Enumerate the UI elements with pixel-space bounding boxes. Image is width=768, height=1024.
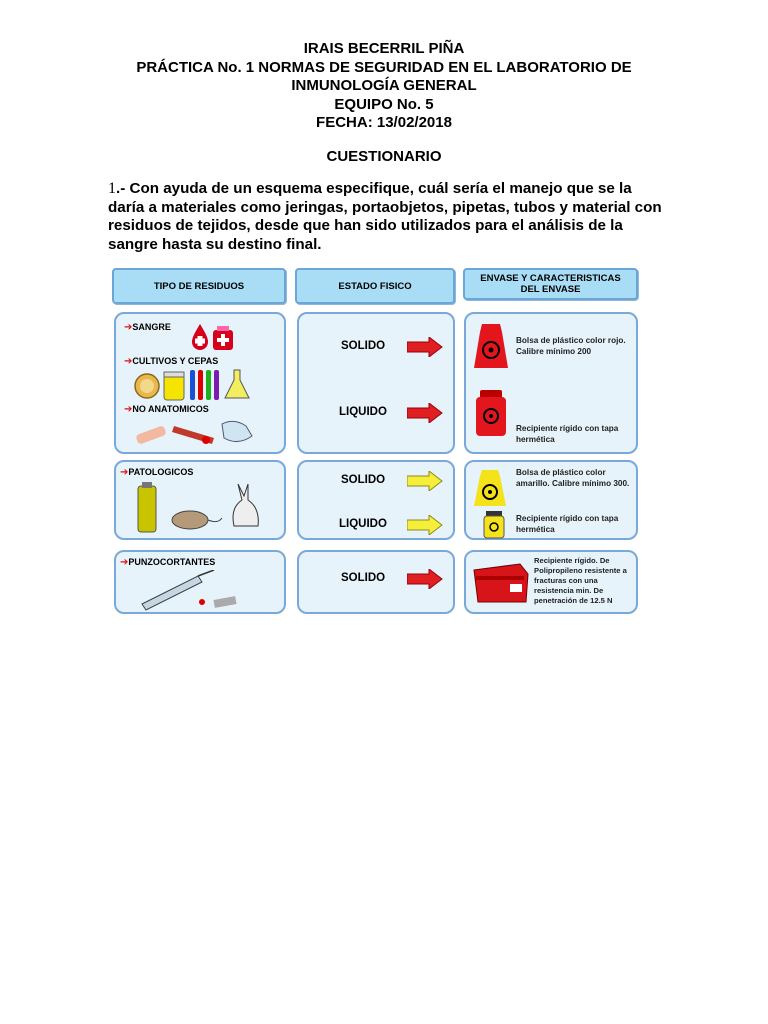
blood-bag-icon	[188, 322, 236, 352]
state-solido: SOLIDO	[341, 474, 386, 486]
yellow-arrow-icon	[407, 471, 443, 491]
non-anatomic-waste-icon	[134, 416, 258, 450]
row3-type-cell	[114, 550, 286, 614]
container-desc-rigid: Recipiente rígido con tapa hermética	[516, 424, 619, 444]
red-biohazard-bag-icon	[472, 322, 510, 370]
row1-state-cell	[297, 312, 455, 454]
state-solido: SOLIDO	[341, 340, 386, 352]
state-solido: SOLIDO	[341, 572, 386, 584]
document-header	[0, 40, 768, 133]
document-date: FECHA: 13/02/2018	[316, 114, 452, 131]
red-rigid-container-icon	[474, 388, 508, 438]
team-number: EQUIPO No. 5	[334, 95, 434, 113]
row2-container-cell	[464, 460, 638, 540]
red-arrow-icon	[407, 403, 443, 423]
yellow-rigid-container-icon	[482, 510, 506, 540]
container-desc-red-bag: Bolsa de plástico color rojo. Calibre mínimo 200	[516, 336, 626, 356]
section-title: CUESTIONARIO	[326, 148, 442, 165]
cultures-icon	[134, 368, 252, 402]
waste-handling-scheme	[110, 266, 640, 618]
row2-state-cell	[297, 460, 455, 540]
header-physical-state: ESTADO FISICO	[295, 268, 455, 304]
pathological-waste-icon	[134, 480, 274, 536]
red-arrow-icon	[407, 569, 443, 589]
row1-container-cell	[464, 312, 638, 454]
row3-container-cell	[464, 550, 638, 614]
header-waste-type: TIPO DE RESIDUOS	[112, 268, 286, 304]
practice-title-line1: PRÁCTICA No. 1 NORMAS DE SEGURIDAD EN EL LABORATORIO DE	[136, 58, 632, 76]
state-liquido: LIQUIDO	[339, 518, 387, 530]
question-1	[108, 180, 668, 254]
header-container: ENVASE Y CARACTERISTICAS DEL ENVASE	[463, 268, 638, 300]
yellow-arrow-icon	[407, 515, 443, 535]
category-punzocortantes: ➔PUNZOCORTANTES	[120, 557, 216, 568]
yellow-biohazard-bag-icon	[472, 468, 508, 508]
state-liquido: LIQUIDO	[339, 406, 387, 418]
container-desc-rigid-2: Recipiente rígido con tapa hermética	[516, 514, 619, 534]
category-sangre: ➔SANGRE	[124, 322, 171, 333]
container-desc-sharps: Recipiente rígido. De Polipropileno resistente a fracturas con una resistencia min. De penetración de 12.5 N	[534, 556, 627, 605]
question-number: 1	[108, 180, 116, 197]
row3-state-cell	[297, 550, 455, 614]
sharps-container-icon	[470, 560, 530, 604]
practice-title-line2: INMUNOLOGÍA GENERAL	[291, 77, 477, 94]
category-patologicos: ➔PATOLOGICOS	[120, 467, 194, 478]
category-no-anatomicos: ➔NO ANATOMICOS	[124, 404, 209, 415]
red-arrow-icon	[407, 337, 443, 357]
sharps-icon	[138, 570, 238, 612]
question-text: .- Con ayuda de un esquema especifique, cuál sería el manejo que se la daría a materiales como jeringas, portaobjetos, pipetas, tubos y material con residuos de tejidos, desde que han sido utilizados para el análisis de la sangre hasta su destino final.	[108, 180, 662, 253]
category-cultivos: ➔CULTIVOS Y CEPAS	[124, 356, 219, 367]
author-name: IRAIS BECERRIL PIÑA	[303, 40, 465, 57]
row1-type-cell	[114, 312, 286, 454]
container-desc-yellow-bag: Bolsa de plástico color amarillo. Calibre mínimo 300.	[516, 468, 630, 488]
row2-type-cell	[114, 460, 286, 540]
